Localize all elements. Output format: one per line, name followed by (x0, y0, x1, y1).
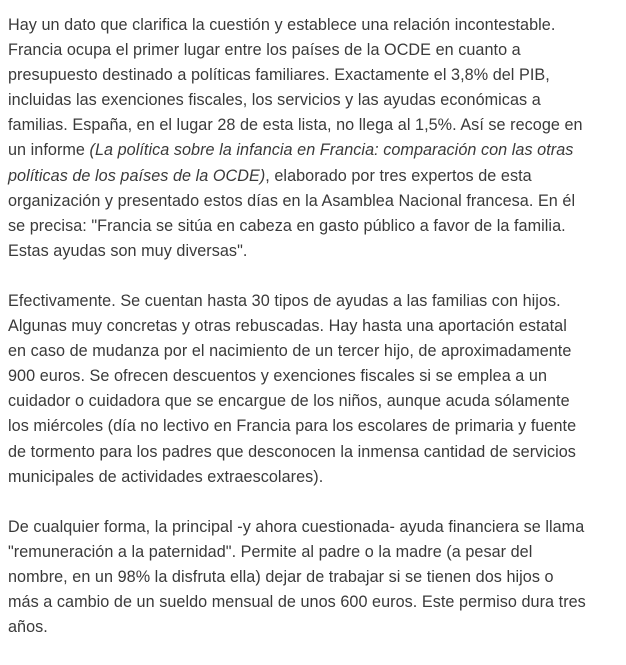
paragraph-ocde-ranking (8, 13, 586, 264)
paragraph-text: Hay un dato que clarifica la cuestión y establece una relación incontestable. Francia ocupa el primer lugar entre los países de la OCDE en cuanto a presupuesto destinado a políticas familiares. Exactamente el 3,8% del PIB, incluidas las exenciones fiscales, los servicios y las ayudas económicas a familias. España, en el lugar 28 de esta lista, no llega al 1,5%. Así se recoge en un informe (8, 16, 583, 160)
paragraph-aid-types: Efectivamente. Se cuentan hasta 30 tipos de ayudas a las familias con hijos. Algunas muy concretas y otras rebuscadas. Hay hasta una aportación estatal en caso de mudanza por el nacimiento de un tercer hijo, de aproximadamente 900 euros. Se ofrecen descuentos y exenciones fiscales si se emplea a un cuidador o cuidadora que se encargue de los niños, aunque acuda sólamente los miércoles (día no lectivo en Francia para los escolares de primaria y fuente de tormento para los padres que desconocen la inmensa cantidad de servicios municipales de actividades extraescolares). (8, 291, 577, 486)
paragraph-parental-remuneration: De cualquier forma, la principal -y ahora cuestionada- ayuda financiera se llama "remuneración a la paternidad". Permite al padre o la madre (a pesar del nombre, en un 98% la disfruta ella) dejar de trabajar si se tienen dos hijos o más a cambio de un sueldo mensual de unos 600 euros. Este permiso dura tres años. (8, 517, 586, 637)
article-body (8, 13, 586, 665)
paragraph-text: , elaborado por tres expertos de esta organización y presentado estos días en la Asamblea Nacional francesa. En él se precisa: "Francia se sitúa en cabeza en gasto público a favor de la familia. Estas ayudas son muy diversas". (8, 166, 576, 260)
report-title: (La política sobre la infancia en Francia: comparación con las otras políticas de los países de la OCDE) (8, 141, 574, 185)
